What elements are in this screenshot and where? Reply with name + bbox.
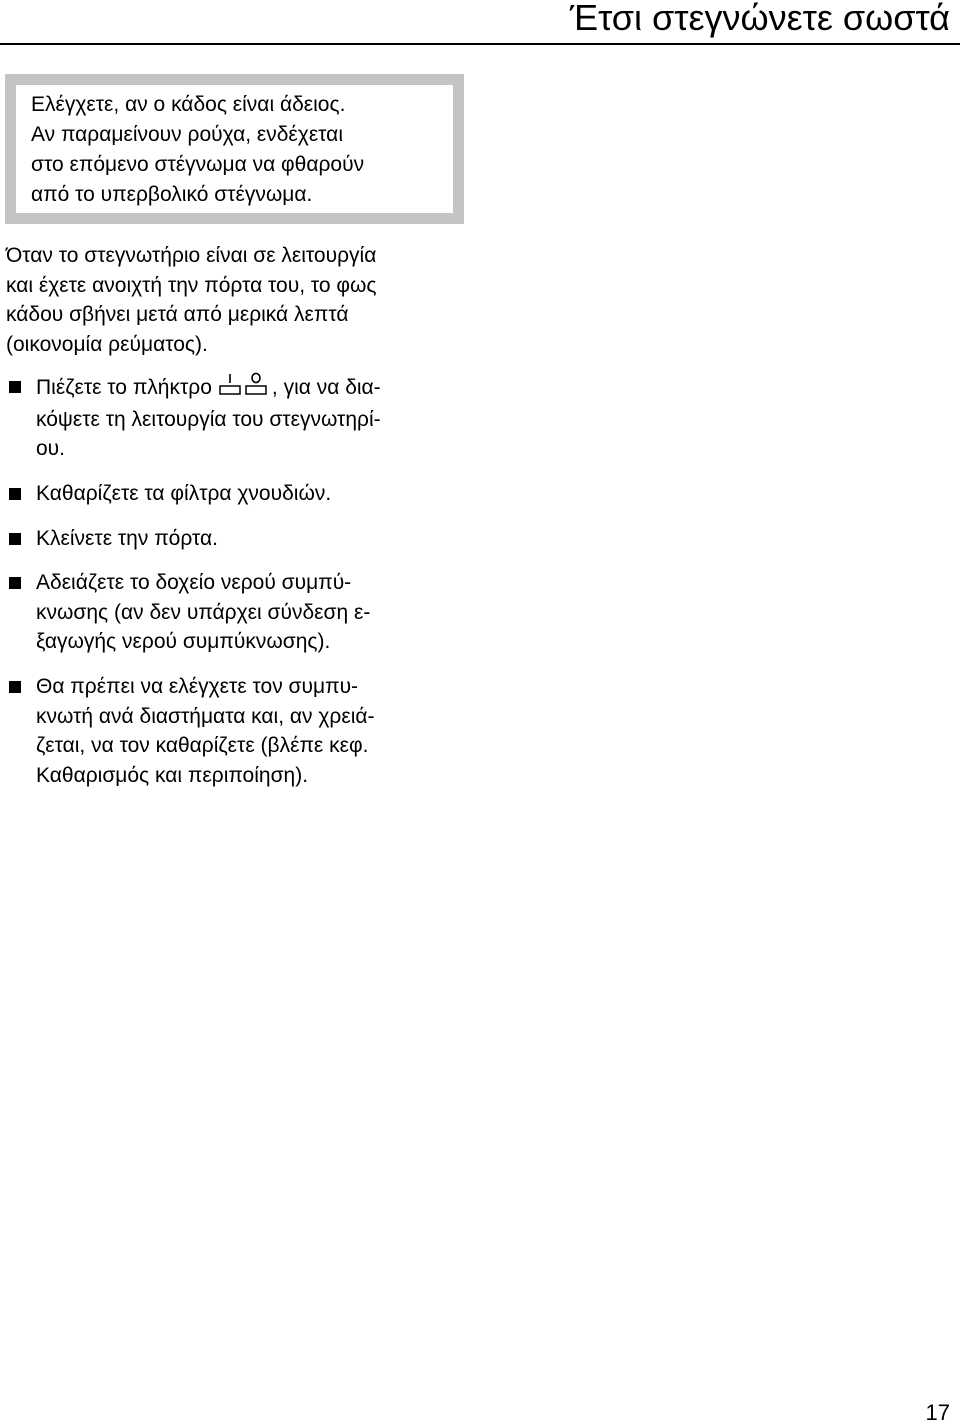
step-item [6, 672, 476, 790]
bullet-square-icon [9, 488, 21, 500]
step-item [6, 568, 476, 657]
step-line: ζεται, να τον καθαρίζετε (βλέπε κεφ. [36, 734, 369, 757]
bullet-square-icon [9, 577, 21, 589]
page-number: 17 [925, 1400, 950, 1425]
page-title: Έτσι στεγνώνετε σωστά [569, 0, 950, 38]
step-line: κνωτή ανά διαστήματα και, αν χρειά- [36, 704, 375, 728]
bullet-square-icon [9, 681, 21, 693]
step-line: Θα πρέπει να ελέγχετε τον συμπυ- [36, 675, 359, 698]
notice-box [5, 74, 464, 224]
intro-line: Όταν το στεγνωτήριο είναι σε λειτουργία [6, 244, 377, 267]
step-text: Πιέζετε το πλήκτρο [36, 376, 212, 399]
step-text: , για να δια- [271, 376, 381, 399]
notice-line: από το υπερβολικό στέγνωμα. [31, 183, 313, 206]
notice-content [16, 85, 453, 213]
header-divider [0, 43, 960, 45]
bullet-square-icon [9, 533, 21, 545]
intro-line: (οικονομία ρεύματος). [6, 332, 208, 356]
on-off-key-icon [218, 372, 268, 405]
step-line: κόψετε τη λειτουργία του στεγνωτηρί- [36, 407, 381, 431]
intro-line: και έχετε ανοιχτή την πόρτα του, το φως [6, 273, 377, 297]
step-line: Αδειάζετε το δοχείο νερού συμπύ- [36, 571, 352, 594]
intro-paragraph [6, 241, 476, 359]
step-line [36, 372, 476, 405]
notice-line: Ελέγχετε, αν ο κάδος είναι άδειος. [31, 93, 346, 116]
step-item [6, 372, 476, 464]
step-item [6, 524, 476, 554]
step-line: ξαγωγής νερού συμπύκνωσης). [36, 630, 331, 653]
step-line: κνωσης (αν δεν υπάρχει σύνδεση ε- [36, 600, 371, 624]
bullet-square-icon [9, 381, 21, 393]
notice-line: στο επόμενο στέγνωμα να φθαρούν [31, 153, 365, 176]
step-line: Καθαρισμός και περιποίηση). [36, 763, 309, 787]
step-item [6, 479, 476, 509]
step-line: ου. [36, 437, 65, 460]
step-line: Καθαρίζετε τα φίλτρα χνουδιών. [36, 482, 332, 505]
step-line: Κλείνετε την πόρτα. [36, 527, 218, 550]
notice-line: Αν παραμείνουν ρούχα, ενδέχεται [31, 123, 343, 146]
intro-line: κάδου σβήνει μετά από μερικά λεπτά [6, 303, 349, 326]
